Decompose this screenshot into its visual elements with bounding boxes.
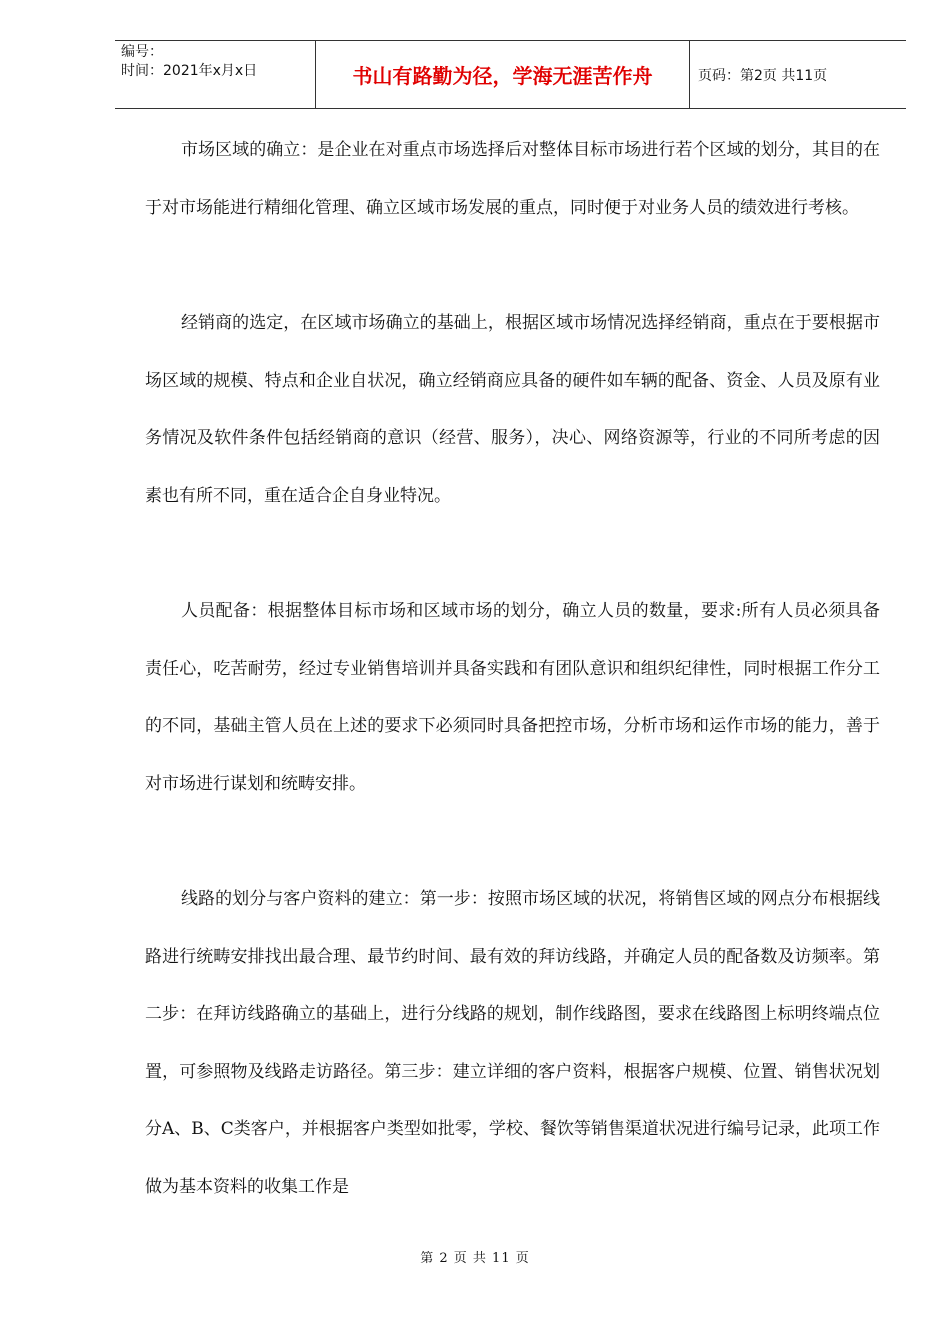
paragraph-route-planning: 线路的划分与客户资料的建立：第一步：按照市场区域的状况，将销售区域的网点分布根据线路进行统畴安排找出最合理、最节约时间、最有效的拜访线路，并确定人员的配备数及访频率。第二步：在拜访线路确立的基础上，进行分线路的规划，制作线路图，要求在线路图上标明终端点位置，可参照物及线路走访路径。第三步：建立详细的客户资料，根据客户规模、位置、销售状况划分A、B、C类客户，并根据客户类型如批零，学校、餐饮等销售渠道状况进行编号记录，此项工作做为基本资料的收集工作是: [145, 889, 880, 1197]
paragraph-market-regions: 市场区域的确立：是企业在对重点市场选择后对整体目标市场进行若个区域的划分，其目的在于对市场能进行精细化管理、确立区域市场发展的重点，同时便于对业务人员的绩效进行考核。: [145, 140, 880, 218]
header-meta: [115, 41, 316, 108]
header-motto: 书山有路勤为径，学海无涯苦作舟: [316, 41, 690, 108]
page-footer: 第 2 页 共 11 页: [420, 1251, 530, 1266]
page-header: [115, 40, 906, 109]
document-body: [145, 122, 880, 1216]
header-page-info: 页码：第2页 共11页: [698, 67, 828, 84]
paragraph-staffing: 人员配备：根据整体目标市场和区域市场的划分，确立人员的数量，要求:所有人员必须具备责任心，吃苦耐劳，经过专业销售培训并具备实践和有团队意识和组织纪律性，同时根据工作分工的不同，基础主管人员在上述的要求下必须同时具备把控市场，分析市场和运作市场的能力，善于对市场进行谋划和统畴安排。: [145, 601, 880, 794]
document-time-label: 时间：2021年x月x日: [121, 63, 258, 79]
document-number-label: 编号：: [121, 44, 163, 60]
paragraph-dealer-selection: 经销商的选定，在区域市场确立的基础上，根据区域市场情况选择经销商，重点在于要根据市场区域的规模、特点和企业自状况，确立经销商应具备的硬件如车辆的配备、资金、人员及原有业务情况及软件条件包括经销商的意识（经营、服务），决心、网络资源等，行业的不同所考虑的因素也有所不同，重在适合企自身业特况。: [145, 313, 880, 506]
